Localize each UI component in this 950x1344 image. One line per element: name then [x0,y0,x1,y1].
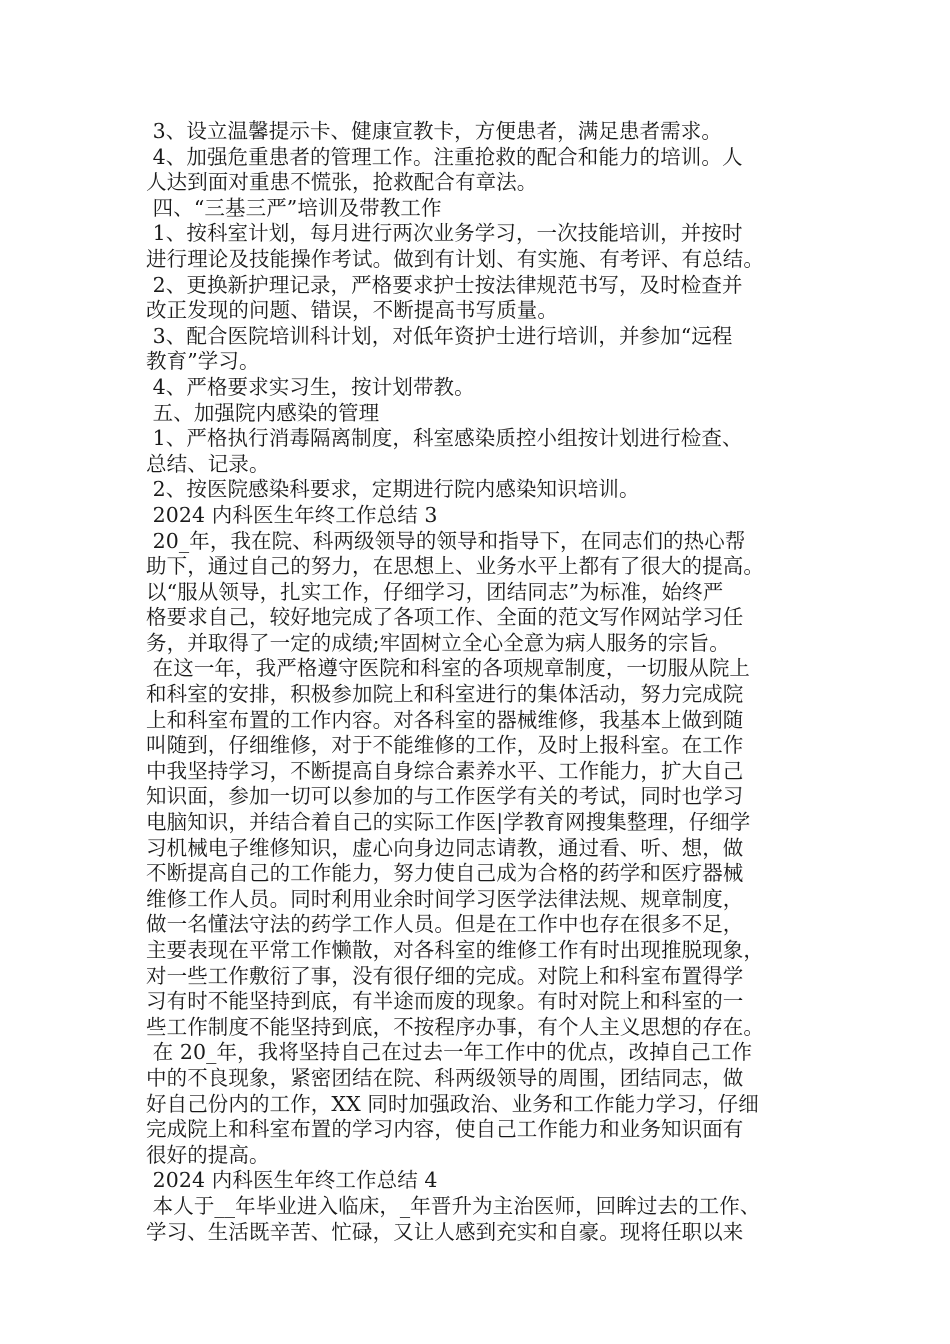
text-line: 进行理论及技能操作考试。做到有计划、有实施、有考评、有总结。 [146,246,764,271]
text-line: 电脑知识，并结合着自己的实际工作医|学教育网搜集整理，仔细学 [146,810,751,835]
text-line: 主要表现在平常工作懒散，对各科室的维修工作有时出现推脱现象， [146,938,764,962]
text-line: 不断提高自己的工作能力，努力使自己成为合格的药学和医疗器械 [146,861,744,886]
text-line: 4、严格要求实习生，按计划带教。 [146,374,475,399]
text-line: 3、配合医院培训科计划，对低年资护士进行培训，并参加“远程 [146,323,733,348]
text-line: 习机械电子维修知识，虚心向身边同志请教，通过看、听、想，做 [146,835,744,860]
text-line: 叫随到，仔细维修，对于不能维修的工作，及时上报科室。在工作 [146,733,744,758]
text-line: 很好的提高。 [146,1142,270,1167]
text-line: 总结、记录。 [146,451,270,476]
text-line: 2、按医院感染科要求，定期进行院内感染知识培训。 [146,477,640,502]
text-line: 本人于__年毕业进入临床，_年晋升为主治医师，回眸过去的工作、 [146,1193,761,1218]
text-line: 在这一年，我严格遵守医院和科室的各项规章制度，一切服从院上 [146,656,751,681]
text-line: 20_年，我在院、科两级领导的领导和指导下，在同志们的热心帮 [146,528,746,553]
document-body [146,119,822,1245]
text-line: 四、“三基三严”培训及带教工作 [146,195,442,220]
text-line: 改正发现的问题、错误，不断提高书写质量。 [146,298,558,323]
text-line: 好自己份内的工作，XX 同时加强政治、业务和工作能力学习，仔细 [146,1091,759,1116]
text-line: 些工作制度不能坚持到底，不按程序办事，有个人主义思想的存在。 [146,1014,764,1039]
text-line: 习有时不能坚持到底，有半途而废的现象。有时对院上和科室的一 [146,989,744,1014]
text-line: 2024 内科医生年终工作总结 3 [146,502,438,527]
text-line: 中我坚持学习，不断提高自身综合素养水平、工作能力，扩大自己 [146,758,744,783]
text-line: 格要求自己，较好地完成了各项工作、全面的范文写作网站学习任 [146,605,744,630]
text-line: 以“服从领导，扎实工作，仔细学习，团结同志”为标准，始终严 [146,579,724,604]
text-line: 维修工作人员。同时利用业余时间学习医学法律法规、规章制度， [146,886,744,911]
text-line: 五、加强院内感染的管理 [146,400,380,425]
text-line: 4、加强危重患者的管理工作。注重抢救的配合和能力的培训。人 [146,144,743,169]
text-line: 在 20_年，我将坚持自己在过去一年工作中的优点，改掉自己工作 [146,1040,753,1065]
text-line: 对一些工作敷衍了事，没有很仔细的完成。对院上和科室布置得学 [146,963,744,988]
text-line: 中的不良现象，紧密团结在院、科两级领导的周围，团结同志，做 [146,1065,744,1090]
text-line: 1、按科室计划，每月进行两次业务学习，一次技能培训，并按时 [146,221,743,246]
text-line: 务，并取得了一定的成绩;牢固树立全心全意为病人服务的宗旨。 [146,630,730,655]
text-line: 完成院上和科室布置的学习内容，使自己工作能力和业务知识面有 [146,1117,744,1142]
text-line: 知识面，参加一切可以参加的与工作医学有关的考试，同时也学习 [146,784,744,809]
text-line: 教育”学习。 [146,349,260,374]
text-line: 1、严格执行消毒隔离制度，科室感染质控小组按计划进行检查、 [146,426,743,451]
text-line: 3、设立温馨提示卡、健康宣教卡，方便患者，满足患者需求。 [146,119,722,143]
text-line: 2024 内科医生年终工作总结 4 [146,1168,438,1193]
text-line: 学习、生活既辛苦、忙碌，又让人感到充实和自豪。现将任职以来 [146,1219,744,1244]
text-line: 2、更换新护理记录，严格要求护士按法律规范书写，及时检查并 [146,272,743,297]
text-line: 人达到面对重患不慌张，抢救配合有章法。 [146,170,538,195]
text-line: 助下，通过自己的努力，在思想上、业务水平上都有了很大的提高。 [146,554,764,579]
text-line: 做一名懂法守法的药学工作人员。但是在工作中也存在很多不足， [146,912,744,937]
text-line: 上和科室布置的工作内容。对各科室的器械维修，我基本上做到随 [146,707,744,732]
text-line: 和科室的安排，积极参加院上和科室进行的集体活动，努力完成院 [146,682,744,707]
